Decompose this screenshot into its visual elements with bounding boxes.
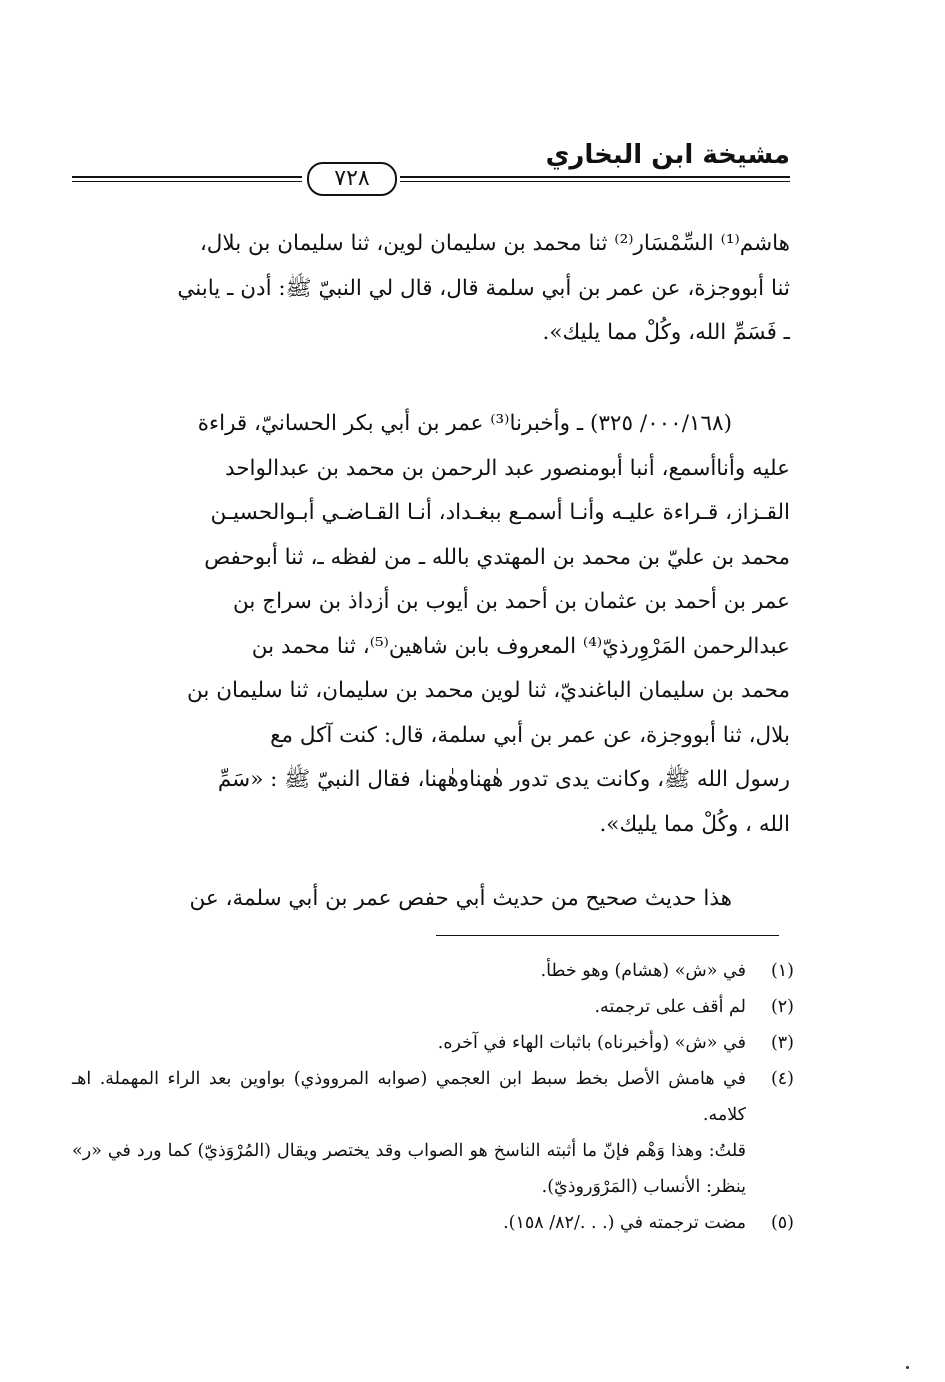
footnotes — [72, 953, 794, 1241]
scan-speck — [906, 1366, 909, 1369]
footnote-4-continuation: قلتُ: وهذا وَهْم فإنّ ما أثبته الناسخ هو الصواب وقد يختصر ويقال (المُرْوَذيّ) كما ورد في «ر» ينظر: الأنساب (المَرْوَروذيّ). — [72, 1141, 746, 1197]
text-line: ثنا أبووجزة، عن عمر بن أبي سلمة قال، قال لي النبيّ ﷺ: أدن ـ يابني — [177, 275, 790, 301]
paragraph-1 — [72, 222, 790, 356]
text-line: القـزاز، قـراءة عليـه وأنـا أسمـع ببغـداد، أنـا القـاضـي أبـوالحسيـن — [210, 500, 790, 525]
footnote-4 — [72, 1061, 794, 1133]
footnote-1 — [72, 953, 794, 989]
text-line: محمد بن عليّ بن محمد بن المهتدي بالله ـ من لفظه ـ، ثنا أبوحفص — [204, 544, 790, 570]
paragraph-3 — [72, 877, 790, 922]
text-line: عمر بن أحمد بن عثمان بن أحمد بن أيوب بن أزداذ بن سراج بن — [233, 589, 790, 614]
footnote-separator — [436, 935, 779, 936]
footnote-text: في «ش» (وأخبرناه) باثبات الهاء في آخره. — [437, 1033, 746, 1053]
footnote-text: في «ش» (هشام) وهو خطأ. — [540, 961, 746, 981]
paragraph-2 — [72, 402, 790, 847]
text-line: رسول الله ﷺ، وكانت يدى تدور هٰهناوهٰهنا، فقال النبيّ ﷺ : «سَمِّ — [217, 767, 790, 792]
footnote-number: (٢) — [770, 997, 794, 1017]
footnote-text: مضت ترجمته في (. . ./٨٢/ ١٥٨). — [503, 1213, 746, 1233]
text-line: هذا حديث صحيح من حديث أبي حفص عمر بن أبي سلمة، عن — [189, 886, 732, 911]
text-line: الله ، وكُلْ مما يليك». — [599, 811, 790, 837]
text-line: (٠٠٠/١٦٨/ ٣٢٥) ـ وأخبرنا⁽³⁾ عمر بن أبي بكر الحسانيّ، قراءة — [197, 411, 732, 436]
footnote-text: في هامش الأصل بخط سبط ابن العجمي (صوابه المرووذي) بواوين بعد الراء المهملة. اهـ كلامه. — [72, 1069, 746, 1125]
footnote-text: لم أقف على ترجمته. — [594, 997, 746, 1017]
text-line: ـ فَسَمِّ الله، وكُلْ مما يليك». — [542, 320, 790, 345]
header-rule — [400, 176, 790, 178]
text-line: محمد بن سليمان الباغنديّ، ثنا لوين محمد بن سليمان، ثنا سليمان بن — [187, 678, 790, 703]
footnote-number: (١) — [770, 961, 794, 981]
footnote-number: (٥) — [770, 1213, 794, 1233]
footnote-number: (٤) — [770, 1069, 794, 1089]
footnote-2 — [72, 989, 794, 1025]
text-line: هاشم⁽¹⁾ السِّمْسَار⁽²⁾ ثنا محمد بن سليمان لوين، ثنا سليمان بن بلال، — [199, 231, 790, 256]
page-header — [72, 140, 790, 190]
text-line: عليه وأناأسمع، أنبا أبومنصور عبد الرحمن بن محمد بن عبدالواحد — [224, 455, 790, 481]
page-number: ٧٢٨ — [307, 162, 397, 196]
footnote-number: (٣) — [770, 1033, 794, 1053]
text-line: بلال، ثنا أبووجزة، عن عمر بن أبي سلمة، قال: كنت آكل مع — [270, 722, 790, 748]
footnote-5 — [72, 1205, 794, 1241]
book-title: مشيخة ابن البخاري — [545, 140, 790, 170]
text-line: عبدالرحمن المَرْوِرذيّ⁽⁴⁾ المعروف بابن شاهين⁽⁵⁾، ثنا محمد بن — [251, 633, 790, 659]
header-rule — [72, 181, 302, 182]
footnote-3 — [72, 1025, 794, 1061]
header-rule — [72, 176, 302, 178]
header-rule — [400, 181, 790, 182]
